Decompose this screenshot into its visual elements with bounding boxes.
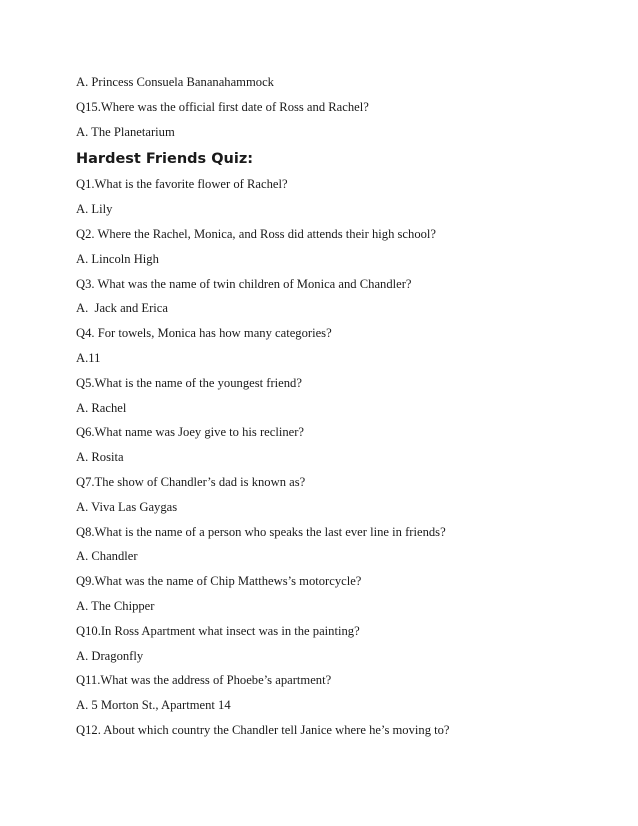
answer-line: A. Viva Las Gaygas: [76, 499, 178, 514]
question-line: Q12. About which country the Chandler tell Janice where he’s moving to?: [76, 722, 450, 737]
answer-line: A. 5 Morton St., Apartment 14: [76, 698, 231, 713]
question-line: Q2. Where the Rachel, Monica, and Ross did attends their high school?: [76, 226, 437, 241]
answer-line: A.11: [76, 350, 101, 365]
answer-line: A. The Planetarium: [76, 124, 175, 139]
question-line: Q6.What name was Joey give to his recliner?: [76, 425, 305, 440]
question-line: Q9.What was the name of Chip Matthews’s motorcycle?: [76, 574, 362, 589]
question-line: Q8.What is the name of a person who speaks the last ever line in friends?: [76, 524, 446, 539]
question-line: Q3. What was the name of twin children of Monica and Chandler?: [76, 276, 412, 291]
question-line: Q11.What was the address of Phoebe’s apartment?: [76, 673, 332, 688]
answer-line: A. Chandler: [76, 549, 138, 564]
answer-line: A. Rachel: [76, 400, 127, 415]
question-line: Q10.In Ross Apartment what insect was in the painting?: [76, 623, 360, 638]
answer-line: A. Lily: [76, 202, 113, 217]
question-line: Q7.The show of Chandler’s dad is known as?: [76, 474, 306, 489]
answer-line: A. Lincoln High: [76, 251, 159, 266]
question-line: Q5.What is the name of the youngest friend?: [76, 375, 302, 390]
section-heading: Hardest Friends Quiz:: [76, 151, 254, 168]
answer-line: A. Princess Consuela Bananahammock: [76, 75, 274, 89]
document-body: [76, 70, 576, 743]
answer-line: A. Dragonfly: [76, 648, 144, 663]
answer-line: A. Rosita: [76, 450, 124, 465]
answer-line: A. The Chipper: [76, 598, 155, 613]
answer-line: A. Jack and Erica: [76, 301, 168, 316]
question-line: Q1.What is the favorite flower of Rachel?: [76, 177, 288, 192]
question-line: Q4. For towels, Monica has how many categories?: [76, 326, 332, 341]
question-line: Q15.Where was the official first date of Ross and Rachel?: [76, 99, 369, 114]
